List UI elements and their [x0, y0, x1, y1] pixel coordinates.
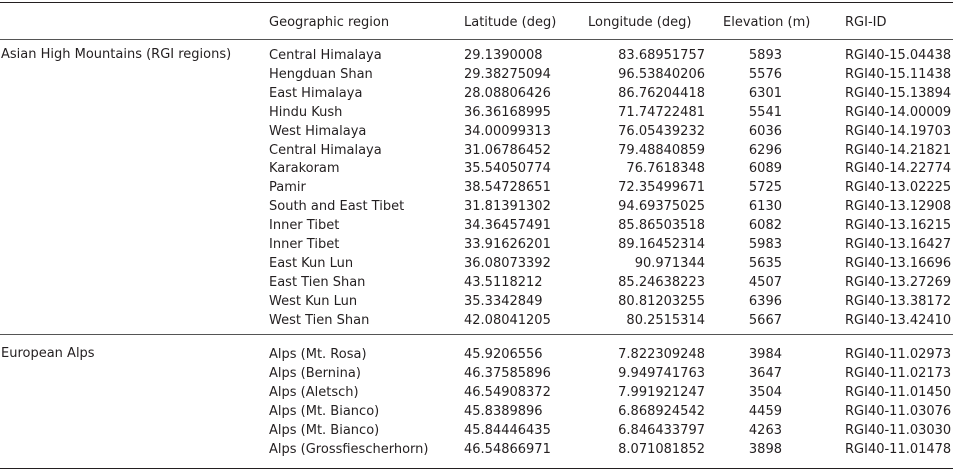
cell-rgi-id: RGI40-15.11438 [845, 66, 952, 82]
cell-region: Central Himalaya [269, 142, 382, 158]
cell-rgi-id: RGI40-13.16696 [845, 255, 952, 271]
cell-rgi-id: RGI40-14.19703 [845, 123, 952, 139]
table-row [0, 402, 953, 421]
cell-elevation: 5541 [748, 104, 782, 120]
cell-rgi-id: RGI40-14.21821 [845, 142, 952, 158]
cell-latitude: 43.5118212 [464, 274, 543, 290]
cell-region: Inner Tibet [269, 218, 340, 234]
group-divider-rule [0, 334, 953, 335]
table-row [0, 46, 953, 65]
cell-rgi-id: RGI40-13.27269 [845, 274, 952, 290]
cell-longitude: 71.74722481 [618, 104, 705, 120]
cell-region: Alps (Mt. Bianco) [269, 403, 380, 419]
cell-latitude: 45.9206556 [464, 347, 543, 362]
cell-longitude: 83.68951757 [618, 48, 705, 63]
table-row [0, 178, 953, 197]
cell-rgi-id: RGI40-13.12908 [845, 199, 952, 215]
table-row [0, 364, 953, 383]
cell-region: East Himalaya [269, 85, 363, 101]
table-row [0, 345, 953, 364]
cell-region: East Kun Lun [269, 255, 354, 271]
cell-elevation: 4507 [748, 274, 782, 290]
table-row [0, 141, 953, 160]
table-row [0, 440, 953, 459]
table-row [0, 84, 953, 103]
table-top-rule [0, 2, 953, 3]
cell-rgi-id: RGI40-15.13894 [845, 85, 952, 101]
cell-longitude: 89.16452314 [618, 237, 705, 252]
table-row [0, 197, 953, 216]
cell-longitude: 6.868924542 [618, 403, 705, 419]
cell-region: East Tien Shan [269, 274, 366, 290]
cell-region: Hindu Kush [269, 104, 343, 120]
cell-region: West Himalaya [269, 123, 367, 139]
cell-region: Alps (Bernina) [269, 365, 361, 381]
cell-elevation: 5576 [748, 66, 782, 82]
cell-longitude: 80.81203255 [618, 293, 705, 309]
header-rule [0, 39, 953, 40]
table-row [0, 273, 953, 292]
cell-elevation: 5667 [748, 312, 782, 328]
cell-region: Hengduan Shan [269, 66, 373, 82]
cell-rgi-id: RGI40-11.01450 [845, 384, 952, 400]
cell-latitude: 42.08041205 [464, 312, 551, 328]
cell-longitude: 85.24638223 [618, 274, 705, 290]
cell-longitude: 8.071081852 [618, 441, 705, 457]
table-row [0, 159, 953, 178]
cell-elevation: 5983 [748, 237, 782, 252]
cell-latitude: 29.38275094 [464, 66, 551, 82]
cell-rgi-id: RGI40-11.01478 [845, 441, 952, 457]
cell-latitude: 33.91626201 [464, 237, 551, 252]
cell-latitude: 36.08073392 [464, 255, 551, 271]
cell-latitude: 31.81391302 [464, 199, 551, 215]
cell-latitude: 45.8389896 [464, 403, 543, 419]
cell-elevation: 6296 [748, 142, 782, 158]
table-row [0, 103, 953, 122]
header-longitude: Longitude (deg) [588, 15, 692, 30]
cell-longitude: 79.48840859 [618, 142, 705, 158]
cell-latitude: 36.36168995 [464, 104, 551, 120]
header-latitude: Latitude (deg) [464, 15, 557, 30]
cell-elevation: 3504 [748, 384, 782, 400]
header-elevation: Elevation (m) [723, 15, 811, 30]
cell-rgi-id: RGI40-11.03030 [845, 422, 952, 438]
cell-longitude: 7.822309248 [618, 347, 705, 362]
cell-region: West Tien Shan [269, 312, 370, 328]
cell-region: Inner Tibet [269, 237, 340, 252]
cell-elevation: 6036 [748, 123, 782, 139]
cell-rgi-id: RGI40-13.02225 [845, 180, 952, 196]
header-rgi-id: RGI-ID [845, 15, 887, 30]
table-row [0, 122, 953, 141]
cell-rgi-id: RGI40-14.00009 [845, 104, 952, 120]
cell-latitude: 35.54050774 [464, 161, 551, 177]
cell-longitude: 7.991921247 [618, 384, 705, 400]
cell-longitude: 76.05439232 [618, 123, 705, 139]
cell-elevation: 6082 [748, 218, 782, 234]
cell-elevation: 3984 [748, 347, 782, 362]
cell-region: Central Himalaya [269, 48, 382, 63]
cell-elevation: 6130 [748, 199, 782, 215]
cell-region: Pamir [269, 180, 306, 196]
cell-region: Alps (Mt. Rosa) [269, 347, 367, 362]
cell-rgi-id: RGI40-13.38172 [845, 293, 952, 309]
table-row [0, 235, 953, 254]
table-bottom-rule [0, 468, 953, 469]
cell-longitude: 9.949741763 [618, 365, 705, 381]
cell-latitude: 31.06786452 [464, 142, 551, 158]
cell-latitude: 29.1390008 [464, 48, 543, 63]
cell-elevation: 3647 [748, 365, 782, 381]
cell-elevation: 5893 [748, 48, 782, 63]
cell-longitude: 80.2515314 [626, 312, 705, 328]
cell-rgi-id: RGI40-15.04438 [845, 48, 952, 63]
cell-elevation: 5725 [748, 180, 782, 196]
table-row [0, 254, 953, 273]
cell-region: Alps (Mt. Bianco) [269, 422, 380, 438]
cell-latitude: 38.54728651 [464, 180, 551, 196]
cell-region: West Kun Lun [269, 293, 358, 309]
cell-elevation: 5635 [748, 255, 782, 271]
group-label-asian: Asian High Mountains (RGI regions) [1, 47, 232, 62]
table-row [0, 216, 953, 235]
table-row [0, 311, 953, 330]
cell-longitude: 86.76204418 [618, 85, 705, 101]
cell-latitude: 34.36457491 [464, 218, 551, 234]
cell-rgi-id: RGI40-13.16427 [845, 237, 952, 252]
header-region: Geographic region [269, 15, 390, 30]
cell-latitude: 46.54908372 [464, 384, 551, 400]
table-row [0, 65, 953, 84]
cell-longitude: 85.86503518 [618, 218, 705, 234]
cell-rgi-id: RGI40-11.02973 [845, 347, 952, 362]
cell-latitude: 35.3342849 [464, 293, 543, 309]
cell-rgi-id: RGI40-13.16215 [845, 218, 952, 234]
group-label-alps: European Alps [1, 346, 95, 361]
cell-elevation: 6089 [748, 161, 782, 177]
cell-region: Alps (Grossfiescherhorn) [269, 441, 429, 457]
cell-rgi-id: RGI40-13.42410 [845, 312, 952, 328]
table-row [0, 421, 953, 440]
cell-longitude: 76.7618348 [626, 161, 705, 177]
cell-latitude: 46.37585896 [464, 365, 551, 381]
cell-longitude: 6.846433797 [618, 422, 705, 438]
cell-longitude: 96.53840206 [618, 66, 705, 82]
cell-latitude: 46.54866971 [464, 441, 551, 457]
cell-rgi-id: RGI40-11.03076 [845, 403, 952, 419]
cell-elevation: 4263 [748, 422, 782, 438]
cell-region: Karakoram [269, 161, 340, 177]
cell-longitude: 94.69375025 [618, 199, 705, 215]
table-row [0, 292, 953, 311]
cell-rgi-id: RGI40-14.22774 [845, 161, 952, 177]
cell-latitude: 45.84446435 [464, 422, 551, 438]
cell-longitude: 90.971344 [634, 255, 705, 271]
cell-rgi-id: RGI40-11.02173 [845, 365, 952, 381]
cell-elevation: 3898 [748, 441, 782, 457]
cell-latitude: 28.08806426 [464, 85, 551, 101]
table-row [0, 383, 953, 402]
cell-latitude: 34.00099313 [464, 123, 551, 139]
cell-region: Alps (Aletsch) [269, 384, 359, 400]
cell-elevation: 6396 [748, 293, 782, 309]
cell-elevation: 6301 [748, 85, 782, 101]
cell-region: South and East Tibet [269, 199, 405, 215]
cell-longitude: 72.35499671 [618, 180, 705, 196]
cell-elevation: 4459 [748, 403, 782, 419]
